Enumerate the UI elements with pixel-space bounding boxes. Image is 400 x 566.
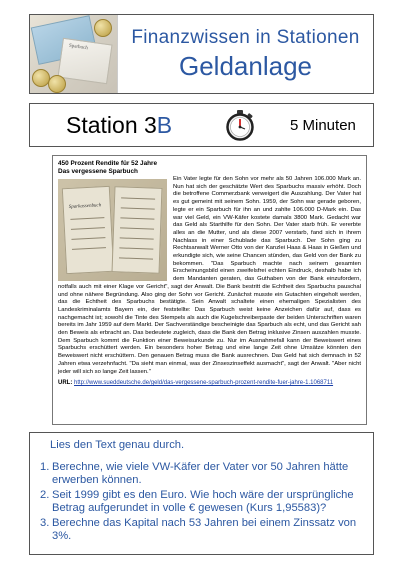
book-page-left [62,186,114,274]
tasks-intro: Lies den Text genau durch. [50,439,185,451]
article-subheading: Das vergessene Sparbuch [58,168,138,175]
header-image [30,15,118,93]
task-text: Seit 1999 gibt es den Euro. Wie hoch wäre der ursprüngliche Betrag aufgerundet in volle € gewesen (Kurs 1,95583)? [52,489,354,514]
article-heading: 450 Prozent Rendite für 52 Jahre [58,160,158,167]
article-clipping [52,155,367,425]
article-link[interactable]: http://www.sueddeutsche.de/geld/das-vergessene-sparbuch-prozent-rendite-fuer-jahre-1.1068711 [74,380,334,387]
tasks-list [40,461,363,543]
tasks-box [29,432,374,555]
duration-label: 5 Minuten [290,116,356,134]
article-body: Ein Vater legte für den Sohn vor mehr als 50 Jahren 106.000 Mark an. Nun hat sich der geschätzte Wert des Sparbuchs massiv erhöht. Doch die betroffene Commerzbank verweigert die Auszahlung. Der Vater hat es gut gemeint mit seinem Sohn. 1959, der Sohn war gerade geboren, legte er ein Sparbuch für ihn an und zahlte 106.000 D-Mark ein. Das war viel Geld, ein VW-Käfer kostete damals 3800 Mark. Gedacht war das Geld als Starthilfe für den Sohn. Der Vater starb früh. Er vererbte alles an die Mutter, und als diese 2007 verstarb, fand sich in ihrem Nachlass in einer Schublade das Sparbuch. Der Sohn ging zu Rechtsanwalt Werner Otto von der Kanzlei Haas & Haas in Gießen und erkundigte sich, wie seine Chancen stünden, das Geld von der Bank zu bekommen. "Das Sparbuch machte nach seinem gesamten Erscheinungsbild einen zweifelsfrei echten Eindruck, deshalb habe ich dem Mandanten geraten, das Guthaben von der Bank einzufordern, notfalls auch mit einer Klage vor Gericht", sagt der Anwalt. Die Bank bestritt die Echtheit des Sparbuchs pauschal und ohne nähere Begründung. Also ging der Sohn vor Gericht. Zunächst musste ein Gutachten eingeholt werden, das die Echtheit des Sparbuchs bestätigte. Sein Anwalt schaltete einen ehemaligen Spezialisten des Landeskriminalamts Bayern ein, der feststellte: Das Sparbuch weist keine Anzeichen dafür auf, dass es nachgemacht ist; sowohl die Tinte des Stempels als auch die Kugelschreiberpaste der beiden Unterschriften waren bereits im Jahr 1959 auf dem Markt. Der Sachverständige bescheinigte das Sparbuch als echt, und das Gericht sah den Beweis als erbracht an. Das bedeutete zugleich, dass die Bank den Betrag inklusive Zinsen auszahlen musste. Dem Sparbuch kommt die Funktion einer Beweisurkunde zu. Nur im Ausnahmefall kann der Beweiswert eines Sparbuchs erschüttert werden. Ein besonders hoher Betrag und eine lange Zeit ohne Umsätze könnten den Beweiswert nicht erschüttern. Den genauen Betrag muss die Bank ausrechnen. Das Geld hat sich demnach in 52 Jahren etwa verzehnfacht. "Da sieht man einmal, was der Zinseszinseffekt ausmacht", sagt der Anwalt. "Aber nicht jeder will sich so lange Zeit lassen." [58,176,361,375]
station-box [29,103,374,147]
savings-book-label: Sparbuch [68,43,88,52]
header-subtitle: Finanzwissen in Stationen [131,26,360,48]
savings-book-photo [58,179,167,281]
header-box [29,14,374,94]
task-item [40,461,363,487]
task-item [40,517,363,543]
coin-icon [94,19,112,37]
task-text: Berechne, wie viele VW-Käfer der Vater vor 50 Jahren hätte erwerben können. [52,461,349,486]
book-page-right [112,186,163,274]
header-title-area [118,15,373,93]
article-url-line [58,380,361,386]
stopwatch-icon [224,109,256,141]
page-title: Geldanlage [179,50,312,81]
savings-book-icon [57,38,112,85]
task-number: 1. [40,461,50,473]
photo-caption: Sparkassenbuch [68,203,102,210]
station-letter: B [156,111,173,138]
task-number: 3. [40,517,50,529]
task-number: 2. [40,489,50,501]
task-text: Berechne das Kapital nach 53 Jahren bei einem Zinssatz von 3%. [52,517,357,542]
coin-icon [48,75,66,93]
url-label: URL: [58,380,73,387]
task-item [40,489,363,515]
station-label [66,112,216,139]
station-prefix: Station 3 [66,111,157,138]
